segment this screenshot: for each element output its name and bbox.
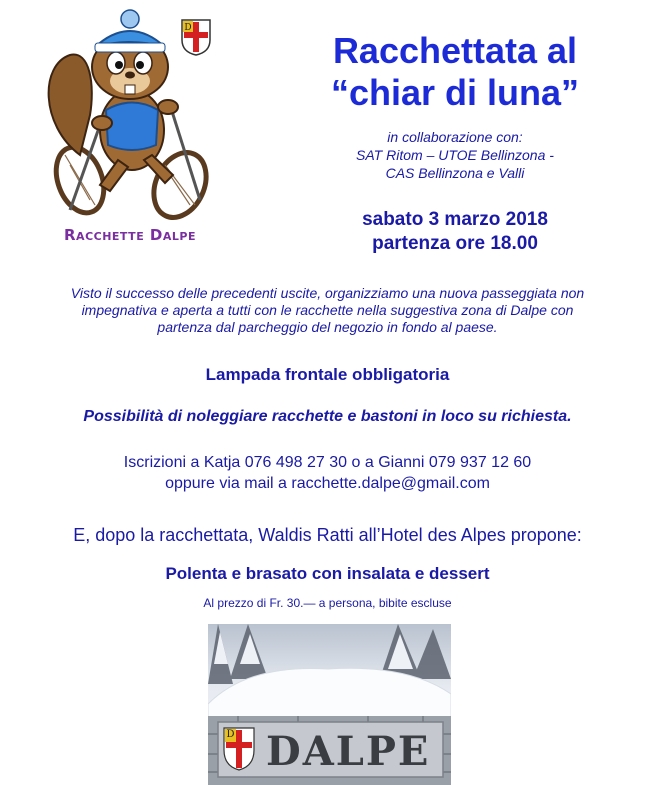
svg-text:D: D (184, 23, 192, 33)
event-date: sabato 3 marzo 2018 (362, 209, 548, 230)
plaque-initial: D (226, 729, 235, 740)
dinner-menu: Polenta e brasato con insalata e dessert (165, 564, 490, 583)
logo-caption: Racchette Dalpe (64, 226, 196, 244)
headlamp-notice: Lampada frontale obbligatoria (205, 365, 450, 384)
collaboration-block (290, 128, 620, 182)
coat-of-arms-icon (180, 18, 212, 56)
intro-line-2: impegnativa e aperta a tutti con le racchette nella suggestiva zona di Dalpe con (81, 302, 574, 318)
collab-line-1: SAT Ritom – UTOE Bellinzona - (356, 147, 554, 163)
intro-line-1: Visto il successo delle precedenti uscite, organizziamo una nuova passeggiata non (70, 285, 585, 301)
rental-notice: Possibilità di noleggiare racchette e bastoni in loco su richiesta. (83, 408, 572, 425)
signup-line-1: Iscrizioni a Katja 076 498 27 30 o a Gianni 079 937 12 60 (123, 454, 532, 471)
collab-line-2: CAS Bellinzona e Valli (385, 165, 525, 181)
intro-line-3: partenza dal parcheggio del negozio in fondo al paese. (157, 319, 498, 335)
departure-time: partenza ore 18.00 (372, 233, 538, 254)
title-line-1: Racchettata al (332, 30, 578, 71)
dalpe-sign-text: DALPE (266, 728, 431, 775)
after-event-text: E, dopo la racchettata, Waldis Ratti all’Hotel des Alpes propone: (73, 525, 582, 545)
collab-intro: in collaborazione con: (387, 129, 523, 145)
price-info: Al prezzo di Fr. 30.— a persona, bibite escluse (203, 596, 452, 610)
page-title (270, 30, 640, 114)
signup-line-2: oppure via mail a racchette.dalpe@gmail.com (165, 475, 490, 492)
signup-info (20, 452, 635, 494)
intro-paragraph (20, 285, 635, 336)
title-line-2: “chiar di luna” (330, 72, 580, 113)
dalpe-sign-photo (208, 624, 451, 785)
event-date-block (290, 208, 620, 256)
